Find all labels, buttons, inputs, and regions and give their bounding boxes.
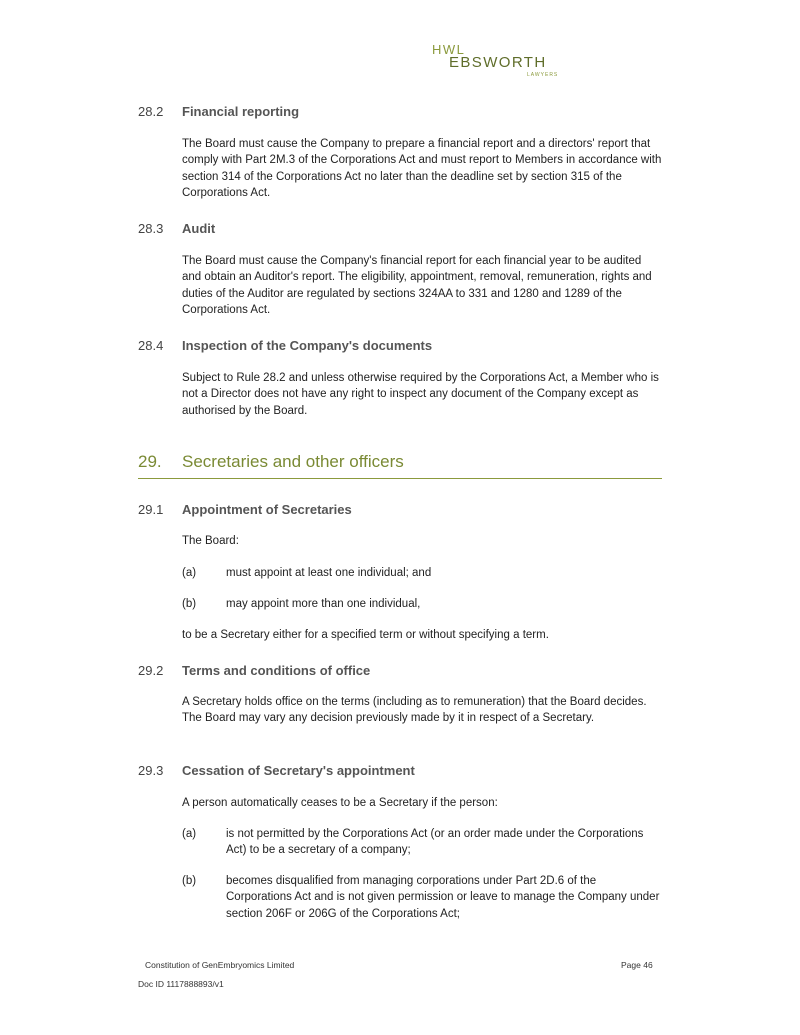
clause-number: 29.3 — [138, 763, 164, 778]
clause-number: 29.2 — [138, 663, 164, 678]
section-heading-29 — [138, 452, 662, 479]
list-marker: (a) — [182, 828, 197, 840]
clause-title: Audit — [182, 221, 216, 236]
heading-28-2 — [138, 104, 299, 119]
clause-number: 28.3 — [138, 221, 164, 236]
clause-28-4-body: Subject to Rule 28.2 and unless otherwise required by the Corporations Act, a Member who is not a Director does not have any right to inspect any document of the Company except as authorised by the Board. — [182, 372, 659, 417]
clause-29-2-body: A Secretary holds office on the terms (including as to remuneration) that the Board decides. The Board may vary any decision previously made by it in respect of a Secretary. — [182, 696, 647, 725]
heading-29-3 — [138, 763, 415, 778]
list-marker: (b) — [182, 875, 197, 887]
clause-title: Financial reporting — [182, 104, 300, 119]
clause-number: 28.2 — [138, 104, 164, 119]
heading-28-3 — [138, 221, 215, 236]
logo-lawyers-text: LAWYERS — [527, 72, 559, 78]
heading-29-2 — [138, 663, 370, 678]
clause-29-1-outro: to be a Secretary either for a specified term or without specifying a term. — [182, 629, 549, 641]
list-text: must appoint at least one individual; and — [226, 567, 432, 579]
clause-number: 28.4 — [138, 338, 164, 353]
heading-28-4 — [138, 338, 432, 353]
clause-title: Cessation of Secretary's appointment — [182, 763, 415, 778]
clause-29-3-intro: A person automatically ceases to be a Secretary if the person: — [182, 797, 498, 809]
section-title: Secretaries and other officers — [182, 452, 404, 471]
clause-title: Terms and conditions of office — [182, 663, 371, 678]
list-text: is not permitted by the Corporations Act (or an order made under the Corporations Act) to be a secretary of a company; — [226, 828, 644, 857]
section-number: 29. — [138, 452, 162, 471]
logo-hwl-text: HWL — [432, 42, 466, 57]
clause-29-1-intro: The Board: — [182, 535, 239, 547]
footer-page-number: Page 46 — [621, 960, 653, 970]
list-text: may appoint more than one individual, — [226, 598, 421, 610]
logo-ebsworth-text: EBSWORTH — [449, 54, 547, 71]
clause-number: 29.1 — [138, 502, 164, 517]
list-marker: (a) — [182, 567, 197, 579]
firm-logo — [432, 42, 562, 82]
clause-title: Appointment of Secretaries — [182, 502, 352, 517]
list-text: becomes disqualified from managing corporations under Part 2D.6 of the Corporations Act and is not given permission or leave to manage the Company under section 206F or 206G of the Corporations Act; — [226, 875, 660, 920]
footer-document-title: Constitution of GenEmbryomics Limited — [145, 960, 295, 970]
footer-doc-id: Doc ID 1117888893/v1 — [138, 979, 224, 989]
heading-29-1 — [138, 502, 352, 517]
list-marker: (b) — [182, 598, 197, 610]
clause-title: Inspection of the Company's documents — [182, 338, 433, 353]
clause-28-2-body: The Board must cause the Company to prepare a financial report and a directors' report that comply with Part 2M.3 of the Corporations Act and must report to Members in accordance with section 314 of the Corporations Act no later than the deadline set by section 315 of the Corporations Act. — [182, 138, 662, 199]
clause-28-3-body: The Board must cause the Company's financial report for each financial year to be audited and obtain an Auditor's report. The eligibility, appointment, removal, remuneration, rights and duties of the Auditor are regulated by sections 324AA to 331 and 1280 and 1289 of the Corporations Act. — [182, 255, 652, 316]
